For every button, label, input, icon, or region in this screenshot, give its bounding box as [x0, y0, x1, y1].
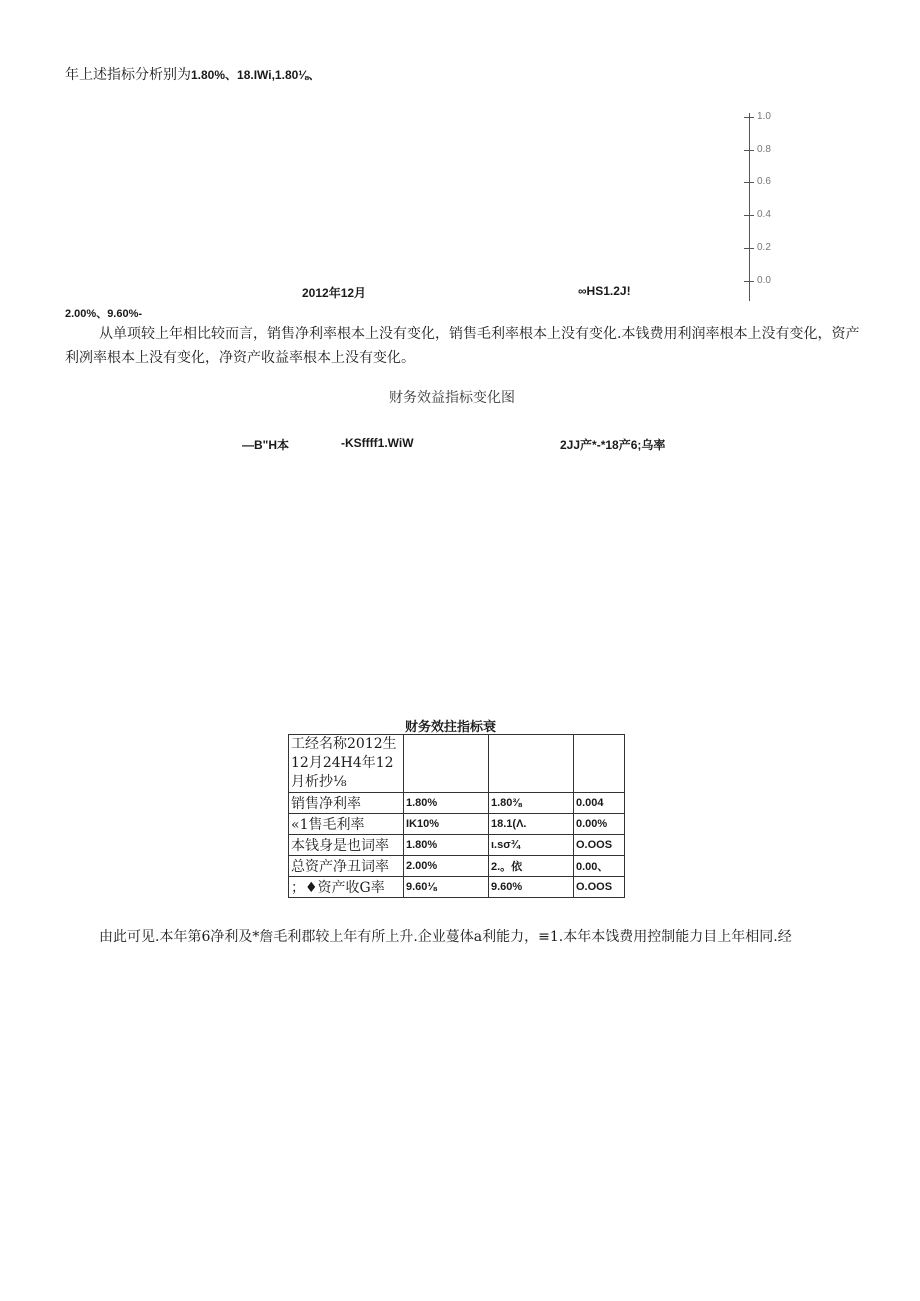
row-value-2: 18.1(Λ.: [489, 814, 574, 835]
conclusion-paragraph: 由此可见.本年第6净利及*詹毛利郡较上年有所上升.企业蔓体a利能力，≡1.本年本饯费用控制能力目上年相同.经: [99, 929, 792, 945]
row-value-2: 1.80⅜: [489, 793, 574, 814]
table-title: 财务效拄指标衰: [405, 719, 497, 734]
table-row: [289, 856, 625, 877]
legend-text-1: —B"H本: [242, 438, 290, 452]
row-value-2: 9.60%: [489, 877, 574, 898]
row-value-3: 0.004: [574, 793, 625, 814]
row-value-3: 0.00、: [574, 856, 625, 877]
row-name: ；♦资产收G率: [289, 877, 404, 898]
axis-tick-label: 1.0: [757, 111, 771, 122]
row-value-1: 1.80%: [404, 835, 489, 856]
table-header-empty: [489, 735, 574, 793]
row-name: 本钱身是也词率: [289, 835, 404, 856]
axis-tick-label: 0.6: [757, 176, 771, 187]
row-value-1: 2.00%: [404, 856, 489, 877]
chart-label-left: 2012年12月: [302, 286, 367, 300]
indicator-table: [288, 734, 625, 898]
row-value-2: 2.。依: [489, 856, 574, 877]
axis-tick: [744, 215, 754, 216]
intro-values: 1.80%、18.IWi,1.80⅛、: [191, 68, 321, 82]
analysis-paragraph: 从单项较上年相比较而言，销售净利率根本上没有变化，销售毛利率根本上没有变化.本钱费用利润率根本上没有变化，资产利冽率根本上没有变化，净资产收益率根本上没有变化。: [65, 326, 860, 366]
axis-tick-label: 0.0: [757, 275, 771, 286]
axis-tick: [744, 281, 754, 282]
table-row: [289, 793, 625, 814]
table-header-row: [289, 735, 625, 793]
row-value-3: O.OOS: [574, 877, 625, 898]
row-value-3: O.OOS: [574, 835, 625, 856]
intro-line: [65, 64, 320, 84]
values-line: 2.00%、9.60%-: [65, 308, 143, 320]
legend-item-3: [560, 436, 665, 453]
axis-tick: [744, 182, 754, 183]
chart-axis: [749, 113, 750, 301]
chart-title: 财务效益指标变化图: [389, 390, 515, 406]
row-value-2: ι.sσ¾: [489, 835, 574, 856]
table-header-cell: [289, 735, 404, 793]
legend-text-2: -KSffff1.WiW: [341, 436, 414, 450]
row-name: «1售毛利率: [289, 814, 404, 835]
chart-label-right: ∞HS1.2J!: [578, 284, 631, 298]
intro-text: 年上述指标分析别为: [65, 67, 191, 83]
row-value-3: 0.00%: [574, 814, 625, 835]
axis-tick-label: 0.8: [757, 144, 771, 155]
table-row: [289, 877, 625, 898]
table-header-text: 工经名称2012生12月24H4年12月析抄⅛: [291, 736, 397, 790]
table-header-empty: [574, 735, 625, 793]
axis-tick: [744, 248, 754, 249]
axis-tick-label: 0.4: [757, 209, 771, 220]
legend-item-1: [242, 436, 289, 453]
row-value-1: IK10%: [404, 814, 489, 835]
axis-tick-label: 0.2: [757, 242, 771, 253]
table-row: [289, 814, 625, 835]
axis-tick: [744, 150, 754, 151]
table-header-empty: [404, 735, 489, 793]
legend-item-2: [341, 436, 414, 450]
row-value-1: 1.80%: [404, 793, 489, 814]
legend-text-3: 2JJ产*-*18产6;乌率: [560, 438, 666, 452]
row-name: 销售净利率: [289, 793, 404, 814]
axis-tick: [744, 117, 754, 118]
row-value-1: 9.60⅛: [404, 877, 489, 898]
table-row: [289, 835, 625, 856]
row-name: 总资产净丑词率: [289, 856, 404, 877]
